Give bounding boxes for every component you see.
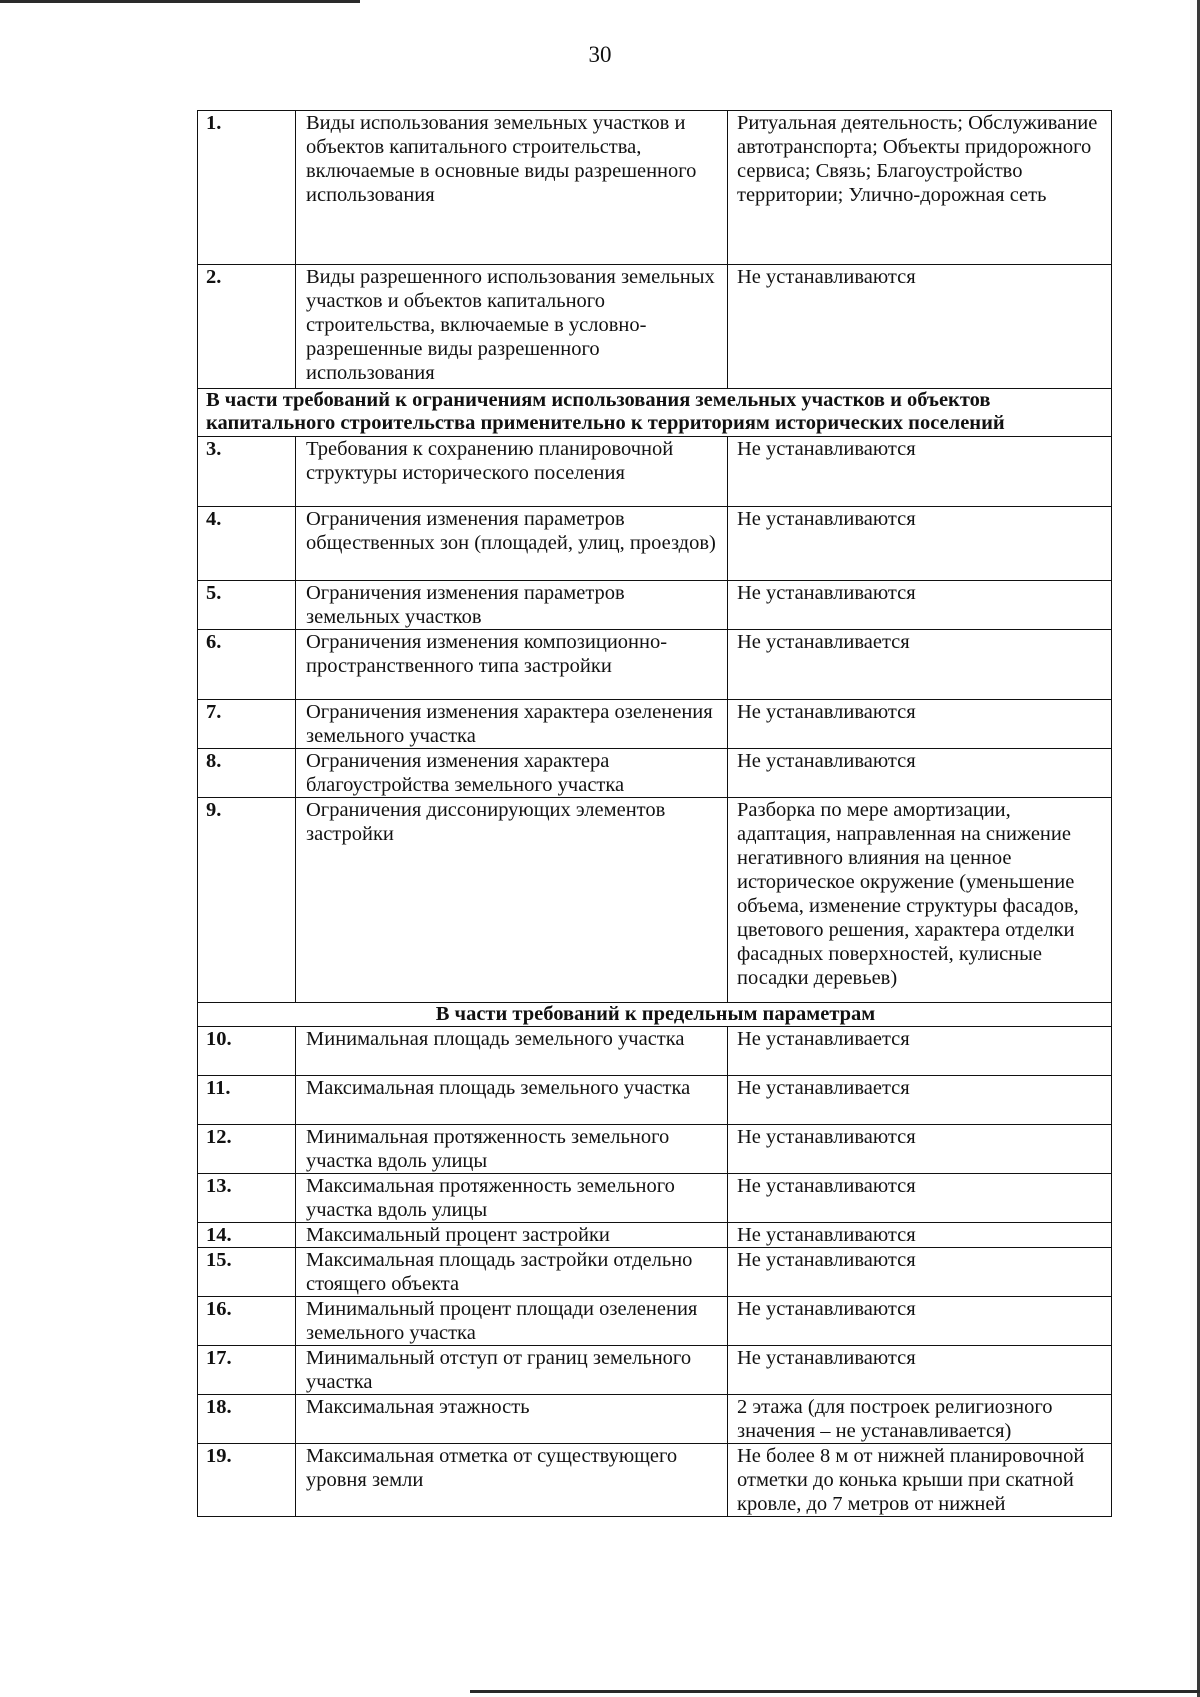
row-number-cell: 19. [198, 1444, 296, 1517]
row-number-cell: 15. [198, 1248, 296, 1297]
section-header-row [198, 389, 1112, 437]
parameter-cell: Ограничения изменения характера благоустройства земельного участка [296, 749, 728, 798]
row-number-cell: 8. [198, 749, 296, 798]
value-cell: Не устанавливаются [728, 700, 1112, 749]
parameter-cell: Максимальная отметка от существующего уровня земли [296, 1444, 728, 1517]
parameter-cell: Требования к сохранению планировочной структуры исторического поселения [296, 437, 728, 507]
table-row [198, 581, 1112, 630]
parameter-cell: Виды использования земельных участков и объектов капитального строительства, включаемые в основные виды разрешенного использования [296, 111, 728, 265]
regulations-table [197, 110, 1112, 1517]
row-number-cell: 4. [198, 507, 296, 581]
table-row [198, 1223, 1112, 1248]
row-number-cell: 6. [198, 630, 296, 700]
parameter-cell: Максимальный процент застройки [296, 1223, 728, 1248]
table-row [198, 700, 1112, 749]
value-cell: Не устанавливаются [728, 1297, 1112, 1346]
value-cell: Не устанавливаются [728, 507, 1112, 581]
row-number-cell: 3. [198, 437, 296, 507]
row-number-cell: 12. [198, 1125, 296, 1174]
table-row [198, 111, 1112, 265]
table-row [198, 507, 1112, 581]
value-cell: Не устанавливаются [728, 1223, 1112, 1248]
parameter-cell: Максимальная площадь земельного участка [296, 1076, 728, 1125]
parameter-cell: Максимальная площадь застройки отдельно стоящего объекта [296, 1248, 728, 1297]
parameter-cell: Минимальный процент площади озеленения земельного участка [296, 1297, 728, 1346]
parameter-cell: Минимальная протяженность земельного участка вдоль улицы [296, 1125, 728, 1174]
parameter-cell: Ограничения изменения композиционно-пространственного типа застройки [296, 630, 728, 700]
row-number-cell: 2. [198, 265, 296, 389]
value-cell: Не устанавливаются [728, 749, 1112, 798]
table-row [198, 1248, 1112, 1297]
parameter-cell: Ограничения изменения характера озеленения земельного участка [296, 700, 728, 749]
table-row [198, 1076, 1112, 1125]
row-number-cell: 1. [198, 111, 296, 265]
row-number-cell: 16. [198, 1297, 296, 1346]
table-row [198, 1027, 1112, 1076]
table-row [198, 1395, 1112, 1444]
value-cell: 2 этажа (для построек религиозного значения – не устанавливается) [728, 1395, 1112, 1444]
value-cell: Разборка по мере амортизации, адаптация, направленная на снижение негативного влияния на ценное историческое окружение (уменьшение объема, изменение структуры фасадов, цветового решения, характера отделки фасадных поверхностей, кулисные посадки деревьев) [728, 798, 1112, 1003]
page-number: 30 [588, 42, 612, 67]
value-cell: Не устанавливаются [728, 265, 1112, 389]
row-number-cell: 5. [198, 581, 296, 630]
parameter-cell: Максимальная этажность [296, 1395, 728, 1444]
value-cell: Не устанавливаются [728, 1174, 1112, 1223]
scan-edge-top [0, 0, 360, 3]
value-cell: Не устанавливается [728, 630, 1112, 700]
parameter-cell: Максимальная протяженность земельного участка вдоль улицы [296, 1174, 728, 1223]
table-row [198, 437, 1112, 507]
parameter-cell: Ограничения изменения параметров земельных участков [296, 581, 728, 630]
row-number-cell: 13. [198, 1174, 296, 1223]
table-row [198, 749, 1112, 798]
row-number-cell: 10. [198, 1027, 296, 1076]
section-header: В части требований к ограничениям использования земельных участков и объектов капитального строительства применительно к территориям исторических поселений [198, 389, 1112, 437]
value-cell: Не устанавливается [728, 1076, 1112, 1125]
table-row [198, 630, 1112, 700]
section-header-row [198, 1003, 1112, 1027]
value-cell: Не более 8 м от нижней планировочной отметки до конька крыши при скатной кровле, до 7 метров от нижней [728, 1444, 1112, 1517]
table-row [198, 1297, 1112, 1346]
table-row [198, 265, 1112, 389]
parameter-cell: Ограничения изменения параметров общественных зон (площадей, улиц, проездов) [296, 507, 728, 581]
value-cell: Не устанавливаются [728, 437, 1112, 507]
row-number-cell: 9. [198, 798, 296, 1003]
row-number-cell: 7. [198, 700, 296, 749]
parameter-cell: Минимальный отступ от границ земельного участка [296, 1346, 728, 1395]
scan-edge-bottom [470, 1690, 1200, 1693]
table-row [198, 1174, 1112, 1223]
value-cell: Не устанавливаются [728, 1125, 1112, 1174]
value-cell: Ритуальная деятельность; Обслуживание автотранспорта; Объекты придорожного сервиса; Связь; Благоустройство территории; Улично-дорожная сеть [728, 111, 1112, 265]
row-number-cell: 17. [198, 1346, 296, 1395]
value-cell: Не устанавливаются [728, 1346, 1112, 1395]
parameter-cell: Ограничения диссонирующих элементов застройки [296, 798, 728, 1003]
row-number-cell: 11. [198, 1076, 296, 1125]
row-number-cell: 18. [198, 1395, 296, 1444]
value-cell: Не устанавливается [728, 1027, 1112, 1076]
table-row [198, 1346, 1112, 1395]
row-number-cell: 14. [198, 1223, 296, 1248]
value-cell: Не устанавливаются [728, 1248, 1112, 1297]
parameter-cell: Виды разрешенного использования земельных участков и объектов капитального строительства, включаемые в условно-разрешенные виды разрешенного использования [296, 265, 728, 389]
table-row [198, 1444, 1112, 1517]
table-row [198, 1125, 1112, 1174]
parameter-cell: Минимальная площадь земельного участка [296, 1027, 728, 1076]
value-cell: Не устанавливаются [728, 581, 1112, 630]
table-row [198, 798, 1112, 1003]
regulations-table-body [198, 111, 1112, 1517]
section-header: В части требований к предельным параметрам [198, 1003, 1112, 1027]
